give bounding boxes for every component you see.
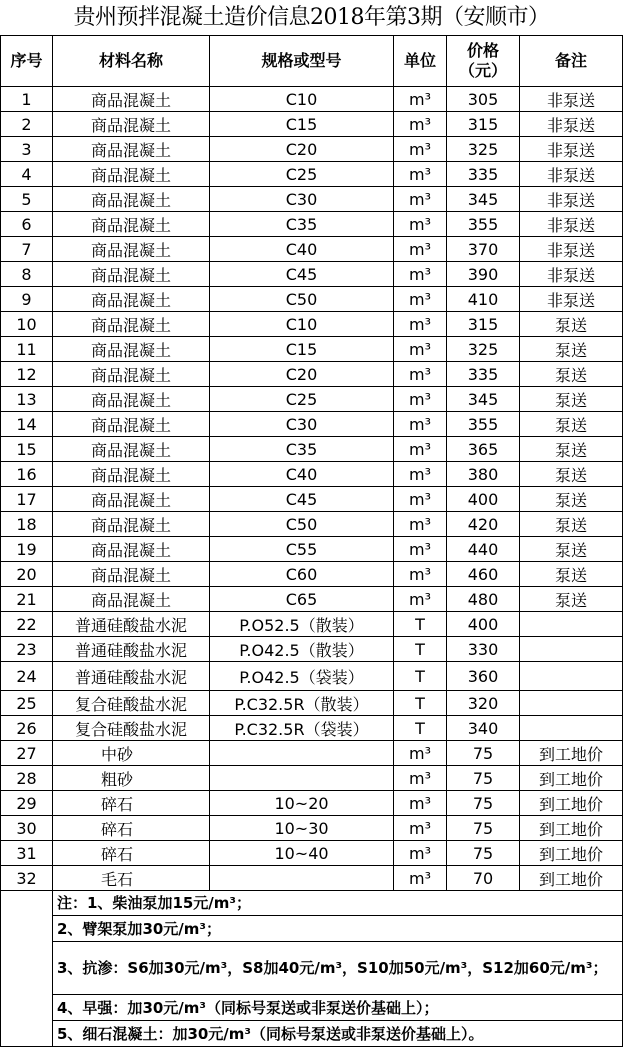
cell-remark: 泵送: [520, 587, 623, 612]
cell-remark: 非泵送: [520, 162, 623, 187]
cell-unit: m³: [394, 487, 447, 512]
cell-remark: 泵送: [520, 512, 623, 537]
cell-remark: 非泵送: [520, 137, 623, 162]
table-row: [1, 437, 623, 462]
cell-material: 商品混凝土: [53, 337, 210, 362]
cell-material: 商品混凝土: [53, 487, 210, 512]
cell-spec: C15: [210, 337, 394, 362]
cell-spec: C10: [210, 87, 394, 112]
table-row: [1, 362, 623, 387]
cell-remark: 泵送: [520, 412, 623, 437]
cell-price: 440: [447, 537, 520, 562]
cell-unit: m³: [394, 312, 447, 337]
cell-spec: C40: [210, 462, 394, 487]
note-2: 2、臂架泵加30元/m³；: [53, 916, 623, 942]
cell-spec: P.O52.5（散装）: [210, 612, 394, 637]
cell-spec: C45: [210, 262, 394, 287]
cell-material: 商品混凝土: [53, 212, 210, 237]
cell-remark: 非泵送: [520, 212, 623, 237]
cell-material: 商品混凝土: [53, 437, 210, 462]
header-spec: 规格或型号: [210, 36, 394, 87]
cell-unit: m³: [394, 262, 447, 287]
header-unit: 单位: [394, 36, 447, 87]
cell-material: 商品混凝土: [53, 112, 210, 137]
cell-price: 345: [447, 187, 520, 212]
cell-unit: m³: [394, 766, 447, 791]
cell-unit: m³: [394, 337, 447, 362]
table-row: [1, 212, 623, 237]
cell-spec: C30: [210, 412, 394, 437]
cell-remark: 泵送: [520, 312, 623, 337]
cell-remark: [520, 691, 623, 716]
cell-seq: 17: [1, 487, 53, 512]
cell-seq: 14: [1, 412, 53, 437]
cell-remark: [520, 637, 623, 662]
cell-remark: 到工地价: [520, 841, 623, 866]
cell-spec: 10~20: [210, 791, 394, 816]
cell-remark: [520, 716, 623, 741]
cell-remark: 非泵送: [520, 112, 623, 137]
table-row: [1, 262, 623, 287]
cell-price: 370: [447, 237, 520, 262]
table-row: [1, 612, 623, 637]
cell-seq: 27: [1, 741, 53, 766]
table-row: [1, 816, 623, 841]
cell-price: 480: [447, 587, 520, 612]
cell-material: 普通硅酸盐水泥: [53, 612, 210, 637]
cell-price: 75: [447, 791, 520, 816]
cell-price: 325: [447, 137, 520, 162]
cell-price: 355: [447, 212, 520, 237]
cell-price: 390: [447, 262, 520, 287]
cell-seq: 20: [1, 562, 53, 587]
table-row: [1, 412, 623, 437]
table-row: [1, 187, 623, 212]
cell-remark: 泵送: [520, 337, 623, 362]
cell-material: 商品混凝土: [53, 237, 210, 262]
cell-spec: C25: [210, 162, 394, 187]
cell-spec: C60: [210, 562, 394, 587]
cell-material: 商品混凝土: [53, 187, 210, 212]
cell-remark: [520, 612, 623, 637]
cell-seq: 4: [1, 162, 53, 187]
cell-unit: m³: [394, 187, 447, 212]
cell-spec: [210, 741, 394, 766]
cell-unit: m³: [394, 237, 447, 262]
cell-spec: C50: [210, 287, 394, 312]
cell-remark: 到工地价: [520, 766, 623, 791]
cell-spec: C20: [210, 362, 394, 387]
header-remark: 备注: [520, 36, 623, 87]
cell-remark: 泵送: [520, 387, 623, 412]
cell-seq: 5: [1, 187, 53, 212]
cell-seq: 10: [1, 312, 53, 337]
cell-remark: 非泵送: [520, 287, 623, 312]
header-price: 价格（元）: [447, 36, 520, 87]
cell-price: 75: [447, 741, 520, 766]
note-5: 5、细石混凝土：加30元/m³（同标号泵送或非泵送价基础上）。: [53, 1021, 623, 1047]
cell-material: 商品混凝土: [53, 87, 210, 112]
cell-spec: C40: [210, 237, 394, 262]
cell-seq: 12: [1, 362, 53, 387]
table-body: [1, 87, 623, 891]
cell-price: 70: [447, 866, 520, 891]
cell-material: 复合硅酸盐水泥: [53, 691, 210, 716]
cell-seq: 6: [1, 212, 53, 237]
table-row: [1, 741, 623, 766]
cell-seq: 3: [1, 137, 53, 162]
cell-seq: 2: [1, 112, 53, 137]
cell-unit: m³: [394, 562, 447, 587]
cell-material: 商品混凝土: [53, 462, 210, 487]
cell-price: 75: [447, 766, 520, 791]
cell-material: 商品混凝土: [53, 262, 210, 287]
cell-material: 商品混凝土: [53, 312, 210, 337]
table-row: [1, 512, 623, 537]
cell-material: 毛石: [53, 866, 210, 891]
cell-remark: 泵送: [520, 362, 623, 387]
table-row: [1, 841, 623, 866]
table-row: [1, 562, 623, 587]
cell-unit: T: [394, 612, 447, 637]
cell-seq: 29: [1, 791, 53, 816]
cell-seq: 28: [1, 766, 53, 791]
cell-remark: 非泵送: [520, 262, 623, 287]
note-4: 4、早强：加30元/m³（同标号泵送或非泵送价基础上）；: [53, 995, 623, 1021]
header-seq: 序号: [1, 36, 53, 87]
cell-spec: [210, 766, 394, 791]
cell-material: 商品混凝土: [53, 287, 210, 312]
cell-price: 345: [447, 387, 520, 412]
cell-price: 335: [447, 362, 520, 387]
table-row: [1, 716, 623, 741]
cell-unit: m³: [394, 162, 447, 187]
cell-seq: 22: [1, 612, 53, 637]
table-row: [1, 691, 623, 716]
cell-spec: C15: [210, 112, 394, 137]
table-row: [1, 237, 623, 262]
cell-spec: C65: [210, 587, 394, 612]
cell-spec: P.O42.5（袋装）: [210, 662, 394, 691]
cell-price: 365: [447, 437, 520, 462]
cell-unit: m³: [394, 512, 447, 537]
cell-unit: m³: [394, 87, 447, 112]
cell-unit: T: [394, 637, 447, 662]
cell-material: 碎石: [53, 816, 210, 841]
table-row: [1, 866, 623, 891]
cell-spec: C55: [210, 537, 394, 562]
cell-seq: 16: [1, 462, 53, 487]
table-row: [1, 766, 623, 791]
table-row: [1, 537, 623, 562]
table-row: [1, 791, 623, 816]
note-3: 3、抗渗：S6加30元/m³，S8加40元/m³，S10加50元/m³，S12加60元/m³；: [53, 942, 623, 995]
cell-price: 400: [447, 612, 520, 637]
cell-seq: 23: [1, 637, 53, 662]
cell-material: 碎石: [53, 841, 210, 866]
cell-price: 315: [447, 112, 520, 137]
cell-spec: P.O42.5（散装）: [210, 637, 394, 662]
cell-price: 325: [447, 337, 520, 362]
cell-seq: 31: [1, 841, 53, 866]
cell-unit: m³: [394, 437, 447, 462]
cell-remark: 非泵送: [520, 187, 623, 212]
table-row: [1, 587, 623, 612]
price-table: [0, 35, 623, 1047]
cell-price: 75: [447, 816, 520, 841]
cell-seq: 18: [1, 512, 53, 537]
cell-seq: 13: [1, 387, 53, 412]
cell-price: 330: [447, 637, 520, 662]
cell-spec: P.C32.5R（散装）: [210, 691, 394, 716]
cell-unit: m³: [394, 287, 447, 312]
cell-seq: 30: [1, 816, 53, 841]
cell-material: 普通硅酸盐水泥: [53, 662, 210, 691]
cell-spec: C50: [210, 512, 394, 537]
table-row: [1, 337, 623, 362]
cell-unit: m³: [394, 537, 447, 562]
cell-material: 复合硅酸盐水泥: [53, 716, 210, 741]
cell-unit: m³: [394, 841, 447, 866]
page-title: 贵州预拌混凝土造价信息2018年第3期（安顺市）: [73, 5, 550, 30]
cell-remark: 泵送: [520, 437, 623, 462]
cell-spec: P.C32.5R（袋装）: [210, 716, 394, 741]
cell-remark: 非泵送: [520, 87, 623, 112]
cell-material: 商品混凝土: [53, 162, 210, 187]
cell-unit: m³: [394, 587, 447, 612]
cell-seq: 15: [1, 437, 53, 462]
cell-unit: m³: [394, 816, 447, 841]
cell-price: 340: [447, 716, 520, 741]
header-row: [1, 36, 623, 87]
table-row: [1, 487, 623, 512]
cell-seq: 32: [1, 866, 53, 891]
cell-material: 商品混凝土: [53, 362, 210, 387]
cell-seq: 19: [1, 537, 53, 562]
cell-material: 商品混凝土: [53, 537, 210, 562]
table-row: [1, 87, 623, 112]
cell-spec: C35: [210, 212, 394, 237]
cell-unit: T: [394, 691, 447, 716]
cell-price: 75: [447, 841, 520, 866]
cell-seq: 7: [1, 237, 53, 262]
notes-section: [1, 891, 623, 1047]
cell-price: 400: [447, 487, 520, 512]
table-row: [1, 287, 623, 312]
cell-price: 315: [447, 312, 520, 337]
table-row: [1, 462, 623, 487]
table-row: [1, 387, 623, 412]
table-row: [1, 637, 623, 662]
cell-spec: C35: [210, 437, 394, 462]
cell-spec: C20: [210, 137, 394, 162]
cell-remark: 到工地价: [520, 816, 623, 841]
cell-material: 商品混凝土: [53, 512, 210, 537]
cell-remark: 到工地价: [520, 791, 623, 816]
cell-price: 335: [447, 162, 520, 187]
cell-price: 410: [447, 287, 520, 312]
cell-price: 355: [447, 412, 520, 437]
table-row: [1, 137, 623, 162]
table-row: [1, 112, 623, 137]
cell-material: 商品混凝土: [53, 387, 210, 412]
cell-unit: m³: [394, 112, 447, 137]
cell-spec: C25: [210, 387, 394, 412]
cell-spec: C30: [210, 187, 394, 212]
cell-unit: T: [394, 716, 447, 741]
cell-price: 305: [447, 87, 520, 112]
cell-remark: 泵送: [520, 537, 623, 562]
cell-seq: 21: [1, 587, 53, 612]
cell-price: 460: [447, 562, 520, 587]
cell-material: 普通硅酸盐水泥: [53, 637, 210, 662]
cell-unit: m³: [394, 462, 447, 487]
cell-remark: [520, 662, 623, 691]
cell-remark: 泵送: [520, 462, 623, 487]
cell-unit: m³: [394, 362, 447, 387]
cell-unit: m³: [394, 791, 447, 816]
cell-material: 碎石: [53, 791, 210, 816]
cell-seq: 11: [1, 337, 53, 362]
cell-spec: 10~30: [210, 816, 394, 841]
cell-unit: m³: [394, 741, 447, 766]
table-row: [1, 662, 623, 691]
cell-price: 360: [447, 662, 520, 691]
cell-unit: T: [394, 662, 447, 691]
note-1: 注：1、柴油泵加15元/m³；: [53, 891, 623, 916]
header-material: 材料名称: [53, 36, 210, 87]
cell-spec: 10~40: [210, 841, 394, 866]
cell-material: 中砂: [53, 741, 210, 766]
cell-remark: 泵送: [520, 562, 623, 587]
cell-material: 商品混凝土: [53, 137, 210, 162]
cell-price: 420: [447, 512, 520, 537]
cell-seq: 8: [1, 262, 53, 287]
cell-price: 380: [447, 462, 520, 487]
cell-material: 商品混凝土: [53, 587, 210, 612]
cell-material: 商品混凝土: [53, 412, 210, 437]
cell-remark: 泵送: [520, 487, 623, 512]
cell-unit: m³: [394, 412, 447, 437]
cell-unit: m³: [394, 212, 447, 237]
cell-material: 粗砂: [53, 766, 210, 791]
cell-unit: m³: [394, 137, 447, 162]
cell-spec: C45: [210, 487, 394, 512]
cell-remark: 非泵送: [520, 237, 623, 262]
cell-seq: 24: [1, 662, 53, 691]
cell-remark: 到工地价: [520, 866, 623, 891]
cell-spec: C10: [210, 312, 394, 337]
cell-seq: 1: [1, 87, 53, 112]
table-row: [1, 162, 623, 187]
table-row: [1, 312, 623, 337]
cell-unit: m³: [394, 866, 447, 891]
cell-spec: [210, 866, 394, 891]
cell-price: 320: [447, 691, 520, 716]
cell-material: 商品混凝土: [53, 562, 210, 587]
cell-remark: 到工地价: [520, 741, 623, 766]
cell-seq: 9: [1, 287, 53, 312]
cell-unit: m³: [394, 387, 447, 412]
cell-seq: 25: [1, 691, 53, 716]
cell-seq: 26: [1, 716, 53, 741]
